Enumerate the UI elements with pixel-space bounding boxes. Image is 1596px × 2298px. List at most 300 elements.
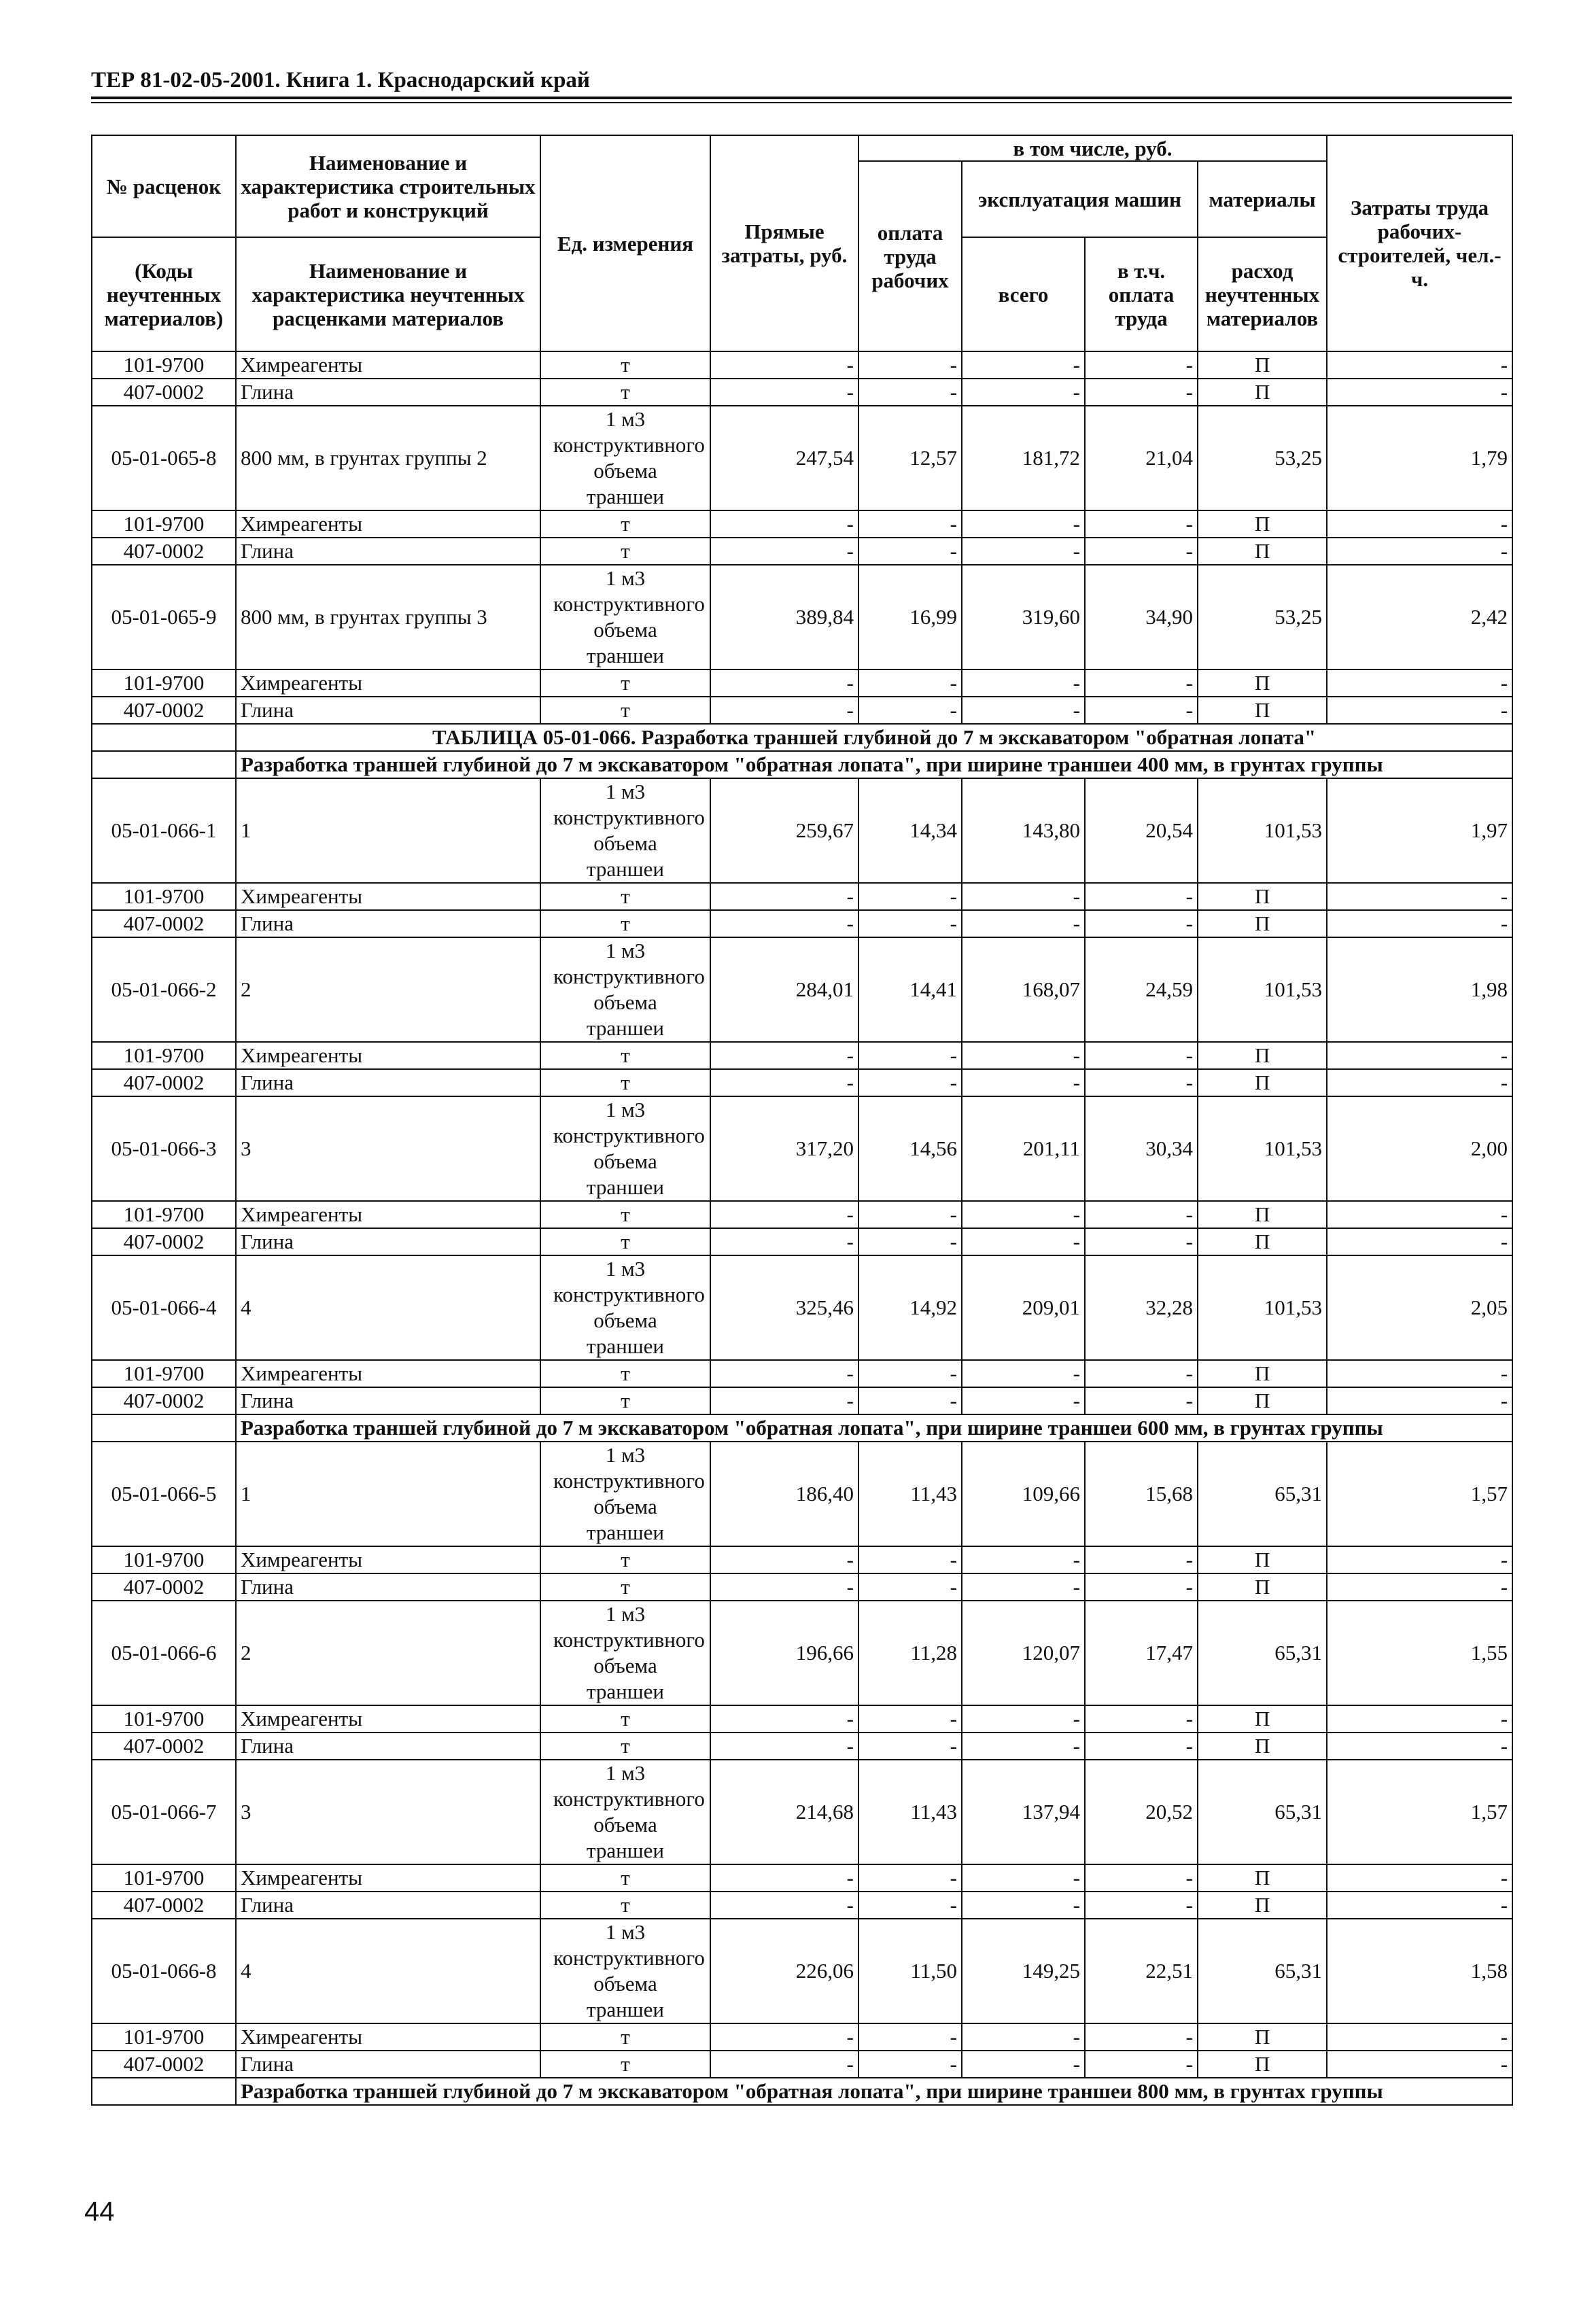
rate-unit: 1 м3 конструктивного объема траншеи (540, 1760, 710, 1864)
material-machines-wage: - (1085, 883, 1198, 910)
material-wage: - (858, 1201, 962, 1228)
material-name: Химреагенты (236, 883, 540, 910)
material-wage: - (858, 538, 962, 565)
rate-row (92, 406, 1512, 510)
col-header-code: № расценок (92, 135, 236, 237)
rate-machines-wage: 20,54 (1085, 778, 1198, 883)
material-row (92, 1069, 1512, 1096)
material-machines-wage: - (1085, 1573, 1198, 1601)
subtitle-400-row (92, 751, 1512, 778)
subtitle-600-spacer (92, 1414, 236, 1442)
material-row (92, 1042, 1512, 1069)
material-machines-wage: - (1085, 1228, 1198, 1255)
rate-direct-cost: 196,66 (710, 1601, 858, 1705)
material-direct: - (710, 697, 858, 724)
material-unit: т (540, 1733, 710, 1760)
material-machines-total: - (962, 1705, 1085, 1733)
col-header-code-sub: (Коды неучтенных материалов) (92, 237, 236, 351)
material-machines-total: - (962, 538, 1085, 565)
material-direct: - (710, 510, 858, 538)
material-unit: т (540, 351, 710, 379)
material-code: 407-0002 (92, 1069, 236, 1096)
material-machines-total: - (962, 351, 1085, 379)
rate-labor: 1,55 (1327, 1601, 1512, 1705)
material-machines-total: - (962, 1892, 1085, 1919)
material-name: Глина (236, 1228, 540, 1255)
rate-machines-wage: 20,52 (1085, 1760, 1198, 1864)
rate-direct-cost: 186,40 (710, 1442, 858, 1546)
material-name: Глина (236, 697, 540, 724)
rate-labor: 2,05 (1327, 1255, 1512, 1360)
material-labor: - (1327, 1387, 1512, 1414)
material-machines-wage: - (1085, 910, 1198, 937)
rate-row (92, 1442, 1512, 1546)
material-labor: - (1327, 1573, 1512, 1601)
col-header-incl: в том числе, руб. (858, 135, 1327, 161)
rate-direct-cost: 259,67 (710, 778, 858, 883)
rate-code: 05-01-066-6 (92, 1601, 236, 1705)
material-wage: - (858, 379, 962, 406)
material-unaccounted: П (1198, 510, 1327, 538)
material-row (92, 379, 1512, 406)
rate-unit: 1 м3 конструктивного объема траншеи (540, 1096, 710, 1201)
rate-row (92, 1919, 1512, 2023)
rate-wage: 11,43 (858, 1760, 962, 1864)
material-labor: - (1327, 1069, 1512, 1096)
material-row (92, 1387, 1512, 1414)
material-unit: т (540, 1387, 710, 1414)
rate-direct-cost: 284,01 (710, 937, 858, 1042)
material-unaccounted: П (1198, 1733, 1327, 1760)
material-labor: - (1327, 1201, 1512, 1228)
material-row (92, 1201, 1512, 1228)
material-row (92, 2023, 1512, 2051)
table-title-spacer (92, 724, 236, 751)
material-machines-wage: - (1085, 697, 1198, 724)
material-row (92, 1573, 1512, 1601)
material-code: 101-9700 (92, 2023, 236, 2051)
material-name: Глина (236, 1387, 540, 1414)
material-direct: - (710, 2023, 858, 2051)
material-row (92, 1546, 1512, 1573)
material-row (92, 351, 1512, 379)
table-title-row (92, 724, 1512, 751)
rate-unit: 1 м3 конструктивного объема траншеи (540, 1442, 710, 1546)
material-labor: - (1327, 1733, 1512, 1760)
material-wage: - (858, 697, 962, 724)
rate-code: 05-01-066-8 (92, 1919, 236, 2023)
material-machines-wage: - (1085, 1733, 1198, 1760)
rate-unit: 1 м3 конструктивного объема траншеи (540, 1255, 710, 1360)
rate-unit: 1 м3 конструктивного объема траншеи (540, 406, 710, 510)
material-direct: - (710, 1864, 858, 1892)
material-unit: т (540, 1573, 710, 1601)
material-direct: - (710, 1892, 858, 1919)
material-machines-wage: - (1085, 510, 1198, 538)
rate-materials: 65,31 (1198, 1760, 1327, 1864)
material-unaccounted: П (1198, 379, 1327, 406)
rate-row (92, 1601, 1512, 1705)
rate-wage: 14,41 (858, 937, 962, 1042)
rate-machines-total: 181,72 (962, 406, 1085, 510)
rate-machines-wage: 32,28 (1085, 1255, 1198, 1360)
rate-name: 3 (236, 1096, 540, 1201)
material-name: Глина (236, 538, 540, 565)
table-title: ТАБЛИЦА 05-01-066. Разработка траншей глубиной до 7 м экскаватором "обратная лопата" (236, 724, 1512, 751)
material-code: 101-9700 (92, 1864, 236, 1892)
material-code: 407-0002 (92, 910, 236, 937)
rate-unit: 1 м3 конструктивного объема траншеи (540, 778, 710, 883)
material-unaccounted: П (1198, 883, 1327, 910)
rate-name: 2 (236, 937, 540, 1042)
material-machines-wage: - (1085, 1546, 1198, 1573)
material-machines-total: - (962, 2023, 1085, 2051)
material-wage: - (858, 1705, 962, 1733)
material-machines-total: - (962, 1201, 1085, 1228)
rate-code: 05-01-066-1 (92, 778, 236, 883)
subtitle-800-row (92, 2078, 1512, 2105)
material-wage: - (858, 883, 962, 910)
material-unit: т (540, 1546, 710, 1573)
rate-materials: 65,31 (1198, 1919, 1327, 2023)
material-wage: - (858, 1228, 962, 1255)
material-wage: - (858, 1733, 962, 1760)
material-code: 101-9700 (92, 1042, 236, 1069)
rate-materials: 101,53 (1198, 1096, 1327, 1201)
material-unaccounted: П (1198, 1228, 1327, 1255)
rate-wage: 11,50 (858, 1919, 962, 2023)
material-row (92, 510, 1512, 538)
material-labor: - (1327, 1864, 1512, 1892)
material-unaccounted: П (1198, 538, 1327, 565)
rate-labor: 1,79 (1327, 406, 1512, 510)
material-row (92, 1228, 1512, 1255)
material-code: 407-0002 (92, 1573, 236, 1601)
material-wage: - (858, 1387, 962, 1414)
material-code: 407-0002 (92, 697, 236, 724)
rate-unit: 1 м3 конструктивного объема траншеи (540, 937, 710, 1042)
rate-code: 05-01-066-3 (92, 1096, 236, 1201)
rate-name: 2 (236, 1601, 540, 1705)
material-code: 101-9700 (92, 883, 236, 910)
material-code: 407-0002 (92, 1387, 236, 1414)
material-machines-wage: - (1085, 1387, 1198, 1414)
material-unit: т (540, 1892, 710, 1919)
material-machines-wage: - (1085, 351, 1198, 379)
rate-machines-total: 120,07 (962, 1601, 1085, 1705)
material-direct: - (710, 1705, 858, 1733)
col-header-unit: Ед. измерения (540, 135, 710, 351)
material-row (92, 910, 1512, 937)
material-name: Химреагенты (236, 510, 540, 538)
rate-machines-wage: 30,34 (1085, 1096, 1198, 1201)
col-header-materials-unc: расход неучтенных материалов (1198, 237, 1327, 351)
rate-machines-total: 137,94 (962, 1760, 1085, 1864)
rate-wage: 14,34 (858, 778, 962, 883)
rate-machines-wage: 24,59 (1085, 937, 1198, 1042)
material-direct: - (710, 1387, 858, 1414)
material-labor: - (1327, 1546, 1512, 1573)
col-header-direct: Прямые затраты, руб. (710, 135, 858, 351)
material-unaccounted: П (1198, 351, 1327, 379)
material-machines-total: - (962, 2051, 1085, 2078)
rate-materials: 101,53 (1198, 937, 1327, 1042)
material-unit: т (540, 510, 710, 538)
material-wage: - (858, 1892, 962, 1919)
material-labor: - (1327, 1892, 1512, 1919)
rate-machines-total: 143,80 (962, 778, 1085, 883)
rate-code: 05-01-065-8 (92, 406, 236, 510)
material-unit: т (540, 669, 710, 697)
material-wage: - (858, 1864, 962, 1892)
rate-name: 1 (236, 778, 540, 883)
material-machines-wage: - (1085, 538, 1198, 565)
rate-machines-wage: 15,68 (1085, 1442, 1198, 1546)
material-name: Химреагенты (236, 1705, 540, 1733)
price-table (91, 135, 1513, 2106)
material-direct: - (710, 883, 858, 910)
material-row (92, 1864, 1512, 1892)
rate-materials: 101,53 (1198, 778, 1327, 883)
material-labor: - (1327, 910, 1512, 937)
material-code: 407-0002 (92, 538, 236, 565)
material-direct: - (710, 351, 858, 379)
col-header-materials: материалы (1198, 161, 1327, 237)
material-labor: - (1327, 1228, 1512, 1255)
material-name: Химреагенты (236, 669, 540, 697)
material-row (92, 697, 1512, 724)
material-unaccounted: П (1198, 1387, 1327, 1414)
material-name: Химреагенты (236, 2023, 540, 2051)
material-unaccounted: П (1198, 1892, 1327, 1919)
material-wage: - (858, 669, 962, 697)
rate-labor: 1,97 (1327, 778, 1512, 883)
col-header-name: Наименование и характеристика строительных работ и конструкций (236, 135, 540, 237)
material-machines-wage: - (1085, 669, 1198, 697)
material-machines-total: - (962, 1360, 1085, 1387)
rate-machines-total: 109,66 (962, 1442, 1085, 1546)
material-code: 101-9700 (92, 1546, 236, 1573)
rate-labor: 2,42 (1327, 565, 1512, 669)
material-direct: - (710, 1546, 858, 1573)
col-header-labor: Затраты труда рабочих-строителей, чел.-ч. (1327, 135, 1512, 351)
rate-row (92, 778, 1512, 883)
material-machines-total: - (962, 1069, 1085, 1096)
material-row (92, 669, 1512, 697)
rate-materials: 101,53 (1198, 1255, 1327, 1360)
material-unit: т (540, 1201, 710, 1228)
material-name: Химреагенты (236, 1360, 540, 1387)
material-unit: т (540, 1864, 710, 1892)
material-wage: - (858, 1360, 962, 1387)
material-machines-total: - (962, 1042, 1085, 1069)
col-header-machines-wage: в т.ч. оплата труда (1085, 237, 1198, 351)
rate-labor: 2,00 (1327, 1096, 1512, 1201)
material-machines-total: - (962, 510, 1085, 538)
rate-materials: 53,25 (1198, 565, 1327, 669)
page-number: 44 (84, 2197, 115, 2227)
material-machines-total: - (962, 1573, 1085, 1601)
rate-direct-cost: 317,20 (710, 1096, 858, 1201)
material-unit: т (540, 883, 710, 910)
rate-code: 05-01-066-5 (92, 1442, 236, 1546)
material-unit: т (540, 379, 710, 406)
material-unit: т (540, 2051, 710, 2078)
col-header-name-sub: Наименование и характеристика неучтенных расценками материалов (236, 237, 540, 351)
material-wage: - (858, 510, 962, 538)
col-header-machines-total: всего (962, 237, 1085, 351)
subtitle-800-spacer (92, 2078, 236, 2105)
material-row (92, 883, 1512, 910)
rate-machines-total: 319,60 (962, 565, 1085, 669)
rate-name: 800 мм, в грунтах группы 2 (236, 406, 540, 510)
col-header-wage: оплата труда рабочих (858, 161, 962, 351)
material-name: Химреагенты (236, 1201, 540, 1228)
material-unit: т (540, 2023, 710, 2051)
material-machines-wage: - (1085, 379, 1198, 406)
material-labor: - (1327, 1042, 1512, 1069)
material-direct: - (710, 2051, 858, 2078)
material-labor: - (1327, 669, 1512, 697)
material-unit: т (540, 1042, 710, 1069)
material-direct: - (710, 669, 858, 697)
rate-wage: 16,99 (858, 565, 962, 669)
material-unaccounted: П (1198, 1705, 1327, 1733)
material-direct: - (710, 1733, 858, 1760)
rate-direct-cost: 247,54 (710, 406, 858, 510)
material-machines-total: - (962, 1228, 1085, 1255)
material-wage: - (858, 2023, 962, 2051)
material-row (92, 538, 1512, 565)
material-row (92, 1892, 1512, 1919)
rate-wage: 14,92 (858, 1255, 962, 1360)
material-machines-wage: - (1085, 1042, 1198, 1069)
subtitle-600-row (92, 1414, 1512, 1442)
rate-labor: 1,98 (1327, 937, 1512, 1042)
rate-machines-total: 168,07 (962, 937, 1085, 1042)
material-code: 407-0002 (92, 1733, 236, 1760)
running-header: ТЕР 81-02-05-2001. Книга 1. Краснодарский край (91, 68, 590, 92)
material-unit: т (540, 1360, 710, 1387)
rate-row (92, 1760, 1512, 1864)
rate-direct-cost: 226,06 (710, 1919, 858, 2023)
material-direct: - (710, 379, 858, 406)
rate-code: 05-01-066-4 (92, 1255, 236, 1360)
rate-row (92, 1255, 1512, 1360)
rate-direct-cost: 325,46 (710, 1255, 858, 1360)
material-machines-total: - (962, 910, 1085, 937)
material-labor: - (1327, 1705, 1512, 1733)
material-name: Глина (236, 1069, 540, 1096)
material-unaccounted: П (1198, 1042, 1327, 1069)
material-machines-wage: - (1085, 1360, 1198, 1387)
material-machines-wage: - (1085, 1892, 1198, 1919)
material-name: Глина (236, 1892, 540, 1919)
material-unit: т (540, 538, 710, 565)
header-rule (91, 97, 1512, 99)
material-unaccounted: П (1198, 697, 1327, 724)
rate-labor: 1,57 (1327, 1760, 1512, 1864)
rate-wage: 11,43 (858, 1442, 962, 1546)
material-code: 101-9700 (92, 351, 236, 379)
subtitle-400-spacer (92, 751, 236, 778)
material-machines-wage: - (1085, 1069, 1198, 1096)
material-unaccounted: П (1198, 1546, 1327, 1573)
material-machines-total: - (962, 697, 1085, 724)
material-wage: - (858, 2051, 962, 2078)
material-name: Глина (236, 1573, 540, 1601)
material-machines-total: - (962, 1733, 1085, 1760)
rate-code: 05-01-065-9 (92, 565, 236, 669)
material-machines-wage: - (1085, 2051, 1198, 2078)
material-direct: - (710, 1069, 858, 1096)
rate-machines-wage: 21,04 (1085, 406, 1198, 510)
material-machines-wage: - (1085, 1201, 1198, 1228)
material-code: 407-0002 (92, 1892, 236, 1919)
material-name: Химреагенты (236, 1042, 540, 1069)
material-labor: - (1327, 538, 1512, 565)
rate-materials: 53,25 (1198, 406, 1327, 510)
rate-labor: 1,57 (1327, 1442, 1512, 1546)
rate-code: 05-01-066-7 (92, 1760, 236, 1864)
material-wage: - (858, 351, 962, 379)
material-unaccounted: П (1198, 1573, 1327, 1601)
rate-labor: 1,58 (1327, 1919, 1512, 2023)
rate-name: 4 (236, 1919, 540, 2023)
material-labor: - (1327, 379, 1512, 406)
material-unaccounted: П (1198, 1069, 1327, 1096)
material-labor: - (1327, 697, 1512, 724)
material-direct: - (710, 910, 858, 937)
header-rule-thin (91, 102, 1512, 103)
material-name: Химреагенты (236, 351, 540, 379)
material-wage: - (858, 1573, 962, 1601)
rate-name: 800 мм, в грунтах группы 3 (236, 565, 540, 669)
material-unaccounted: П (1198, 669, 1327, 697)
rate-row (92, 1096, 1512, 1201)
material-direct: - (710, 1360, 858, 1387)
material-machines-total: - (962, 1387, 1085, 1414)
material-unit: т (540, 910, 710, 937)
rate-direct-cost: 214,68 (710, 1760, 858, 1864)
material-wage: - (858, 1546, 962, 1573)
material-labor: - (1327, 2023, 1512, 2051)
material-machines-total: - (962, 669, 1085, 697)
rate-materials: 65,31 (1198, 1442, 1327, 1546)
material-unaccounted: П (1198, 910, 1327, 937)
material-name: Глина (236, 2051, 540, 2078)
col-header-machines: эксплуатация машин (962, 161, 1198, 237)
material-name: Глина (236, 1733, 540, 1760)
material-code: 101-9700 (92, 510, 236, 538)
material-labor: - (1327, 351, 1512, 379)
rate-wage: 11,28 (858, 1601, 962, 1705)
material-name: Глина (236, 379, 540, 406)
material-wage: - (858, 910, 962, 937)
subtitle-600: Разработка траншей глубиной до 7 м экскаватором "обратная лопата", при ширине траншеи 600 мм, в грунтах группы (236, 1414, 1512, 1442)
material-code: 101-9700 (92, 1360, 236, 1387)
rate-code: 05-01-066-2 (92, 937, 236, 1042)
material-machines-total: - (962, 1546, 1085, 1573)
material-machines-total: - (962, 1864, 1085, 1892)
table-body (92, 135, 1512, 2105)
material-row (92, 1705, 1512, 1733)
material-code: 407-0002 (92, 1228, 236, 1255)
rate-name: 3 (236, 1760, 540, 1864)
rate-unit: 1 м3 конструктивного объема траншеи (540, 1919, 710, 2023)
rate-wage: 12,57 (858, 406, 962, 510)
material-unit: т (540, 1069, 710, 1096)
